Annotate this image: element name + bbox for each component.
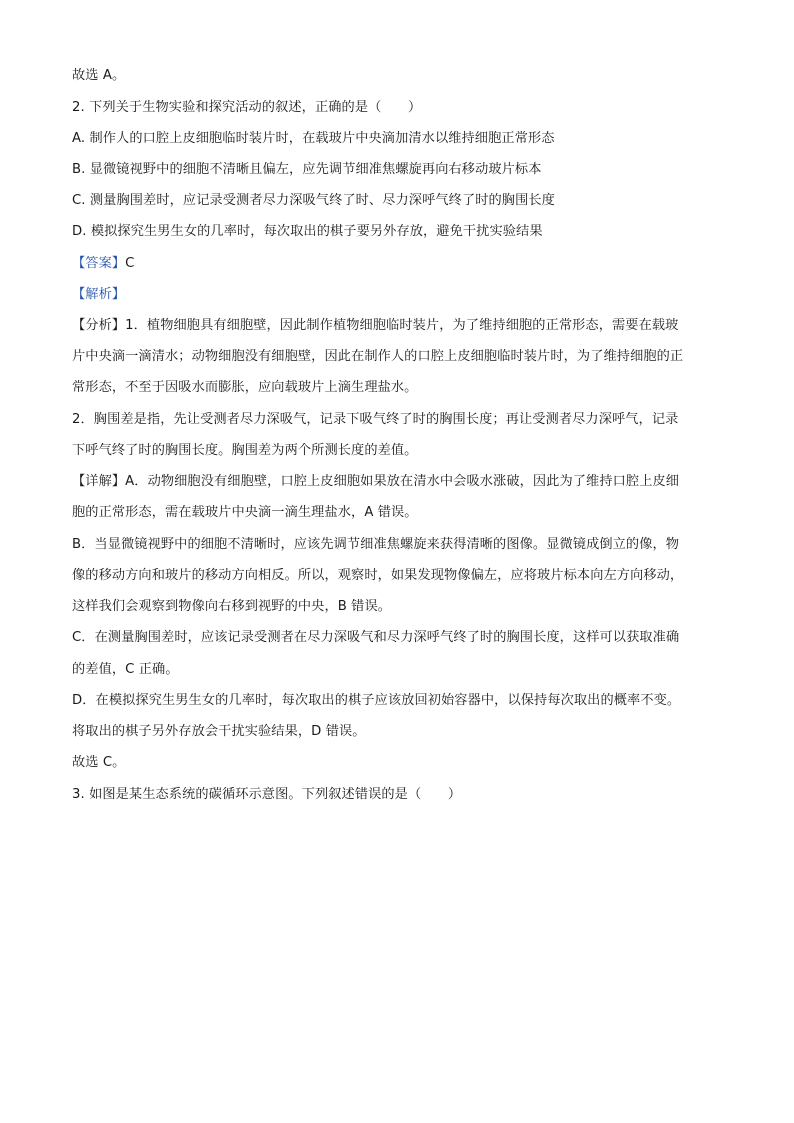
fenxi-line-2: 片中央滴一滴清水；动物细胞没有细胞壁，因此在制作人的口腔上皮细胞临时装片时，为了维持细胞的正 [72, 349, 684, 364]
fenxi-tag: 【分析】 [72, 318, 126, 333]
fenxi-line-5: 下呼气终了时的胸围长度。胸围差为两个所测长度的差值。 [72, 443, 418, 458]
answer-line [72, 254, 732, 274]
detail-text-1: A．动物细胞没有细胞壁，口腔上皮细胞如果放在清水中会吸水涨破，因此为了维持口腔上皮细 [125, 474, 680, 489]
question-3-stem: 3. 如图是某生态系统的碳循环示意图。下列叙述错误的是（ ） [72, 787, 462, 802]
answer-tag: 【答案】 [72, 256, 126, 271]
fenxi-line-1 [72, 316, 732, 336]
analysis-line [72, 285, 732, 305]
answer-value: C [125, 256, 135, 271]
detail-line-2: 胞的正常形态，需在载玻片中央滴一滴生理盐水，A 错误。 [72, 505, 418, 520]
fenxi-text-1: 1．植物细胞具有细胞壁，因此制作植物细胞临时装片，为了维持细胞的正常形态，需要在载玻 [125, 318, 679, 333]
fenxi-line-3: 常形态，不至于因吸水而膨胀，应向载玻片上滴生理盐水。 [72, 380, 418, 395]
detail-line-9: 将取出的棋子另外存放会干扰实验结果，D 错误。 [72, 724, 366, 739]
detail-line-5: 这样我们会观察到物像向右移到视野的中央，B 错误。 [72, 599, 392, 614]
detail-tag: 【详解】 [72, 474, 126, 489]
question-2-option-b: B. 显微镜视野中的细胞不清晰且偏左，应先调节细准焦螺旋再向右移动玻片标本 [72, 162, 542, 177]
question-2-option-a: A. 制作人的口腔上皮细胞临时装片时，在载玻片中央滴加清水以维持细胞正常形态 [72, 131, 555, 146]
answer-conclusion-prev: 故选 A。 [72, 68, 126, 83]
analysis-tag: 【解析】 [72, 287, 126, 302]
question-2-option-c: C. 测量胸围差时，应记录受测者尽力深吸气终了时、尽力深呼气终了时的胸围长度 [72, 193, 555, 208]
detail-line-4: 像的移动方向和玻片的移动方向相反。所以，观察时，如果发现物像偏左，应将玻片标本向左方向移动， [72, 568, 684, 583]
detail-line-3: B．当显微镜视野中的细胞不清晰时，应该先调节细准焦螺旋来获得清晰的图像。显微镜成倒立的像，物 [72, 537, 680, 552]
detail-line-7: 的差值，C 正确。 [72, 662, 179, 677]
question-2-stem: 2. 下列关于生物实验和探究活动的叙述，正确的是（ ） [72, 100, 422, 115]
fenxi-line-4: 2．胸围差是指，先让受测者尽力深吸气，记录下吸气终了时的胸围长度；再让受测者尽力深呼气，记录 [72, 412, 679, 427]
detail-line-6: C．在测量胸围差时，应该记录受测者在尽力深吸气和尽力深呼气终了时的胸围长度，这样可以获取准确 [72, 630, 680, 645]
answer-conclusion: 故选 C。 [72, 755, 126, 770]
question-2-option-d: D. 模拟探究生男生女的几率时，每次取出的棋子要另外存放，避免干扰实验结果 [72, 224, 543, 239]
detail-line-8: D．在模拟探究生男生女的几率时，每次取出的棋子应该放回初始容器中，以保持每次取出的概率不变。 [72, 693, 681, 708]
detail-line-1 [72, 472, 732, 492]
